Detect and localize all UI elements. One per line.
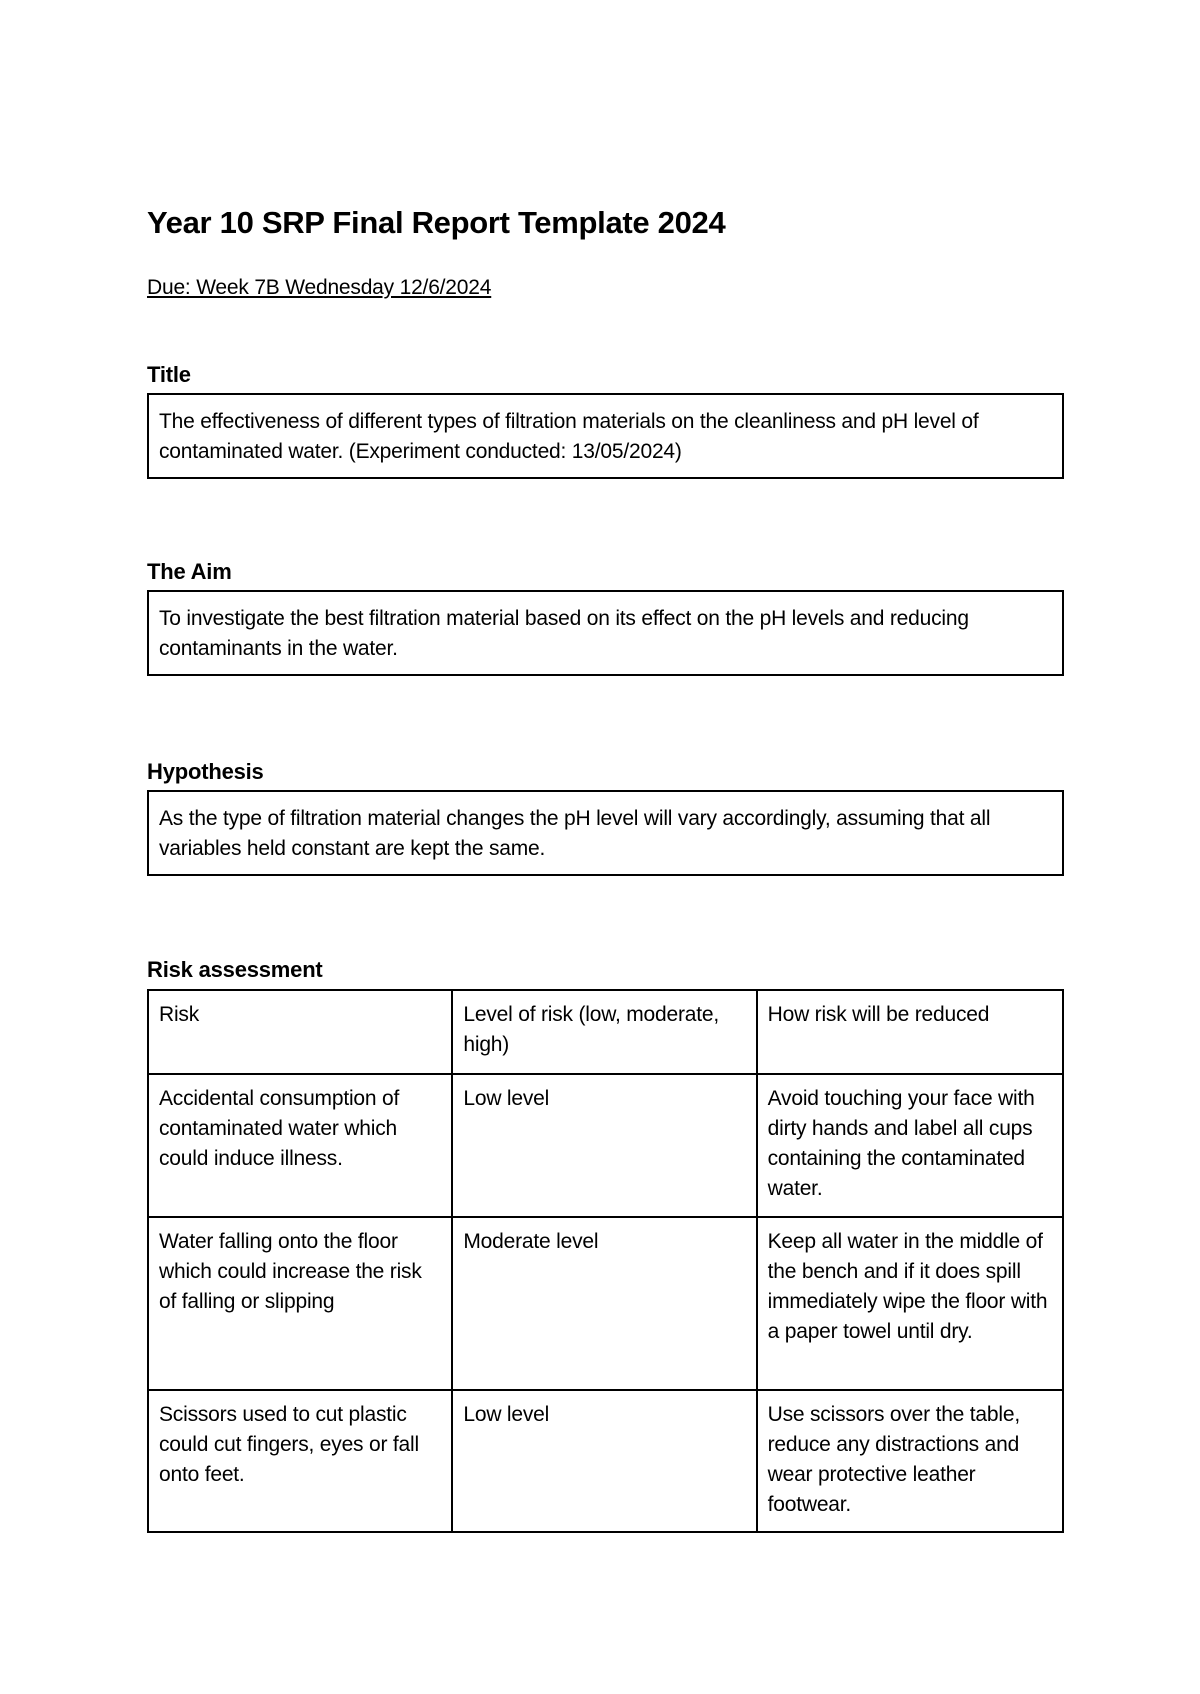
title-heading: Title (147, 362, 191, 387)
hypothesis-section (147, 757, 1064, 876)
risk-cell: Scissors used to cut plastic could cut fingers, eyes or fall onto feet. (148, 1390, 452, 1532)
column-header-risk: Risk (148, 990, 452, 1074)
title-section (147, 360, 1064, 479)
column-header-level: Level of risk (low, moderate, high) (452, 990, 756, 1074)
document-title: Year 10 SRP Final Report Template 2024 (147, 205, 726, 240)
aim-heading: The Aim (147, 559, 232, 584)
level-cell: Low level (452, 1390, 756, 1532)
risk-cell: Water falling onto the floor which could increase the risk of falling or slipping (148, 1217, 452, 1390)
risk-assessment-heading: Risk assessment (147, 957, 323, 982)
reduction-cell: Avoid touching your face with dirty hands and label all cups containing the contaminated water. (757, 1074, 1063, 1217)
reduction-cell: Keep all water in the middle of the bench and if it does spill immediately wipe the floor with a paper towel until dry. (757, 1217, 1063, 1390)
aim-box: To investigate the best filtration material based on its effect on the pH levels and reducing contaminants in the water. (147, 590, 1064, 676)
risk-assessment-table (147, 989, 1064, 1533)
table-header-row (148, 990, 1063, 1074)
aim-section (147, 557, 1064, 676)
level-cell: Moderate level (452, 1217, 756, 1390)
hypothesis-box: As the type of filtration material changes the pH level will vary accordingly, assuming that all variables held constant are kept the same. (147, 790, 1064, 876)
level-cell: Low level (452, 1074, 756, 1217)
risk-cell: Accidental consumption of contaminated water which could induce illness. (148, 1074, 452, 1217)
document-page (147, 200, 1064, 1516)
hypothesis-heading: Hypothesis (147, 759, 264, 784)
risk-assessment-section (147, 955, 1064, 1533)
table-row (148, 1074, 1063, 1217)
column-header-reduction: How risk will be reduced (757, 990, 1063, 1074)
table-row (148, 1217, 1063, 1390)
table-row (148, 1390, 1063, 1532)
due-date: Due: Week 7B Wednesday 12/6/2024 (147, 276, 492, 299)
title-box: The effectiveness of different types of filtration materials on the cleanliness and pH level of contaminated water. (Experiment conducted: 13/05/2024) (147, 393, 1064, 479)
reduction-cell: Use scissors over the table, reduce any distractions and wear protective leather footwear. (757, 1390, 1063, 1532)
